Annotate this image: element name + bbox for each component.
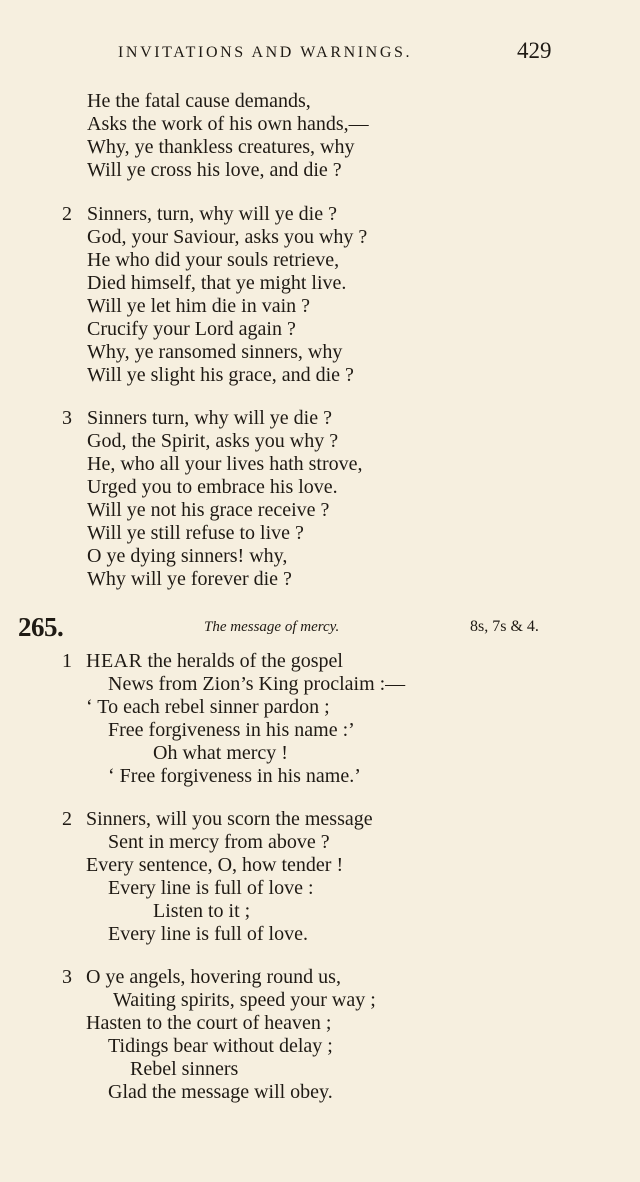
verse-line: Crucify your Lord again ? — [87, 318, 296, 340]
verse-line: Every line is full of love. — [108, 923, 308, 945]
verse-line: Sinners, will you scorn the message — [86, 808, 373, 830]
verse-line: Will ye not his grace receive ? — [87, 499, 330, 521]
verse-line: Hasten to the court of heaven ; — [86, 1012, 332, 1034]
verse-line: O ye dying sinners! why, — [87, 545, 288, 567]
stanza-number: 2 — [62, 203, 72, 225]
verse-line: God, your Saviour, asks you why ? — [87, 226, 368, 248]
stanza-number: 2 — [62, 808, 72, 830]
verse-line: He, who all your lives hath strove, — [87, 453, 363, 475]
verse-line: Free forgiveness in his name :’ — [108, 719, 355, 741]
verse-line: ‘ Free forgiveness in his name.’ — [108, 765, 361, 787]
verse-line: ‘ To each rebel sinner pardon ; — [86, 696, 330, 718]
page-number: 429 — [517, 38, 552, 63]
verse-line: Tidings bear without delay ; — [108, 1035, 333, 1057]
verse-line: Sinners, turn, why will ye die ? — [87, 203, 337, 225]
verse-line: God, the Spirit, asks you why ? — [87, 430, 339, 452]
verse-line: Why, ye ransomed sinners, why — [87, 341, 343, 363]
verse-line: Rebel sinners — [130, 1058, 239, 1080]
verse-line: Why, ye thankless creatures, why — [87, 136, 355, 158]
verse-line: O ye angels, hovering round us, — [86, 966, 341, 988]
verse-line: Sent in mercy from above ? — [108, 831, 330, 853]
verse-line: Asks the work of his own hands,— — [87, 113, 369, 135]
hymn-title: The message of mercy. — [204, 619, 340, 635]
verse-line: Died himself, that ye might live. — [87, 272, 347, 294]
verse-line: Will ye still refuse to live ? — [87, 522, 304, 544]
verse-line: Sinners turn, why will ye die ? — [87, 407, 332, 429]
running-title: INVITATIONS AND WARNINGS. — [118, 44, 413, 61]
verse-line: Waiting spirits, speed your way ; — [113, 989, 376, 1011]
verse-line: Every sentence, O, how tender ! — [86, 854, 344, 876]
hymn-number: 265. — [18, 612, 64, 642]
stanza-number: 3 — [62, 407, 72, 429]
verse-line: Oh what mercy ! — [153, 742, 288, 764]
drop-word: HEAR — [86, 650, 143, 672]
verse-line: Every line is full of love : — [108, 877, 314, 899]
verse-line-rest: the heralds of the gospel — [142, 650, 343, 672]
stanza-number: 1 — [62, 650, 72, 672]
verse-line: Urged you to embrace his love. — [87, 476, 338, 498]
verse-line — [86, 650, 343, 673]
verse-line: Will ye let him die in vain ? — [87, 295, 311, 317]
verse-line: He the fatal cause demands, — [87, 90, 311, 112]
hymn-meter: 8s, 7s & 4. — [470, 618, 539, 635]
verse-line: He who did your souls retrieve, — [87, 249, 340, 271]
verse-line: Why will ye forever die ? — [87, 568, 292, 590]
verse-line: Will ye slight his grace, and die ? — [87, 364, 354, 386]
verse-line: Listen to it ; — [153, 900, 251, 922]
verse-line: Glad the message will obey. — [108, 1081, 333, 1103]
verse-line: Will ye cross his love, and die ? — [87, 159, 342, 181]
stanza-number: 3 — [62, 966, 72, 988]
verse-line: News from Zion’s King proclaim :— — [108, 673, 406, 695]
